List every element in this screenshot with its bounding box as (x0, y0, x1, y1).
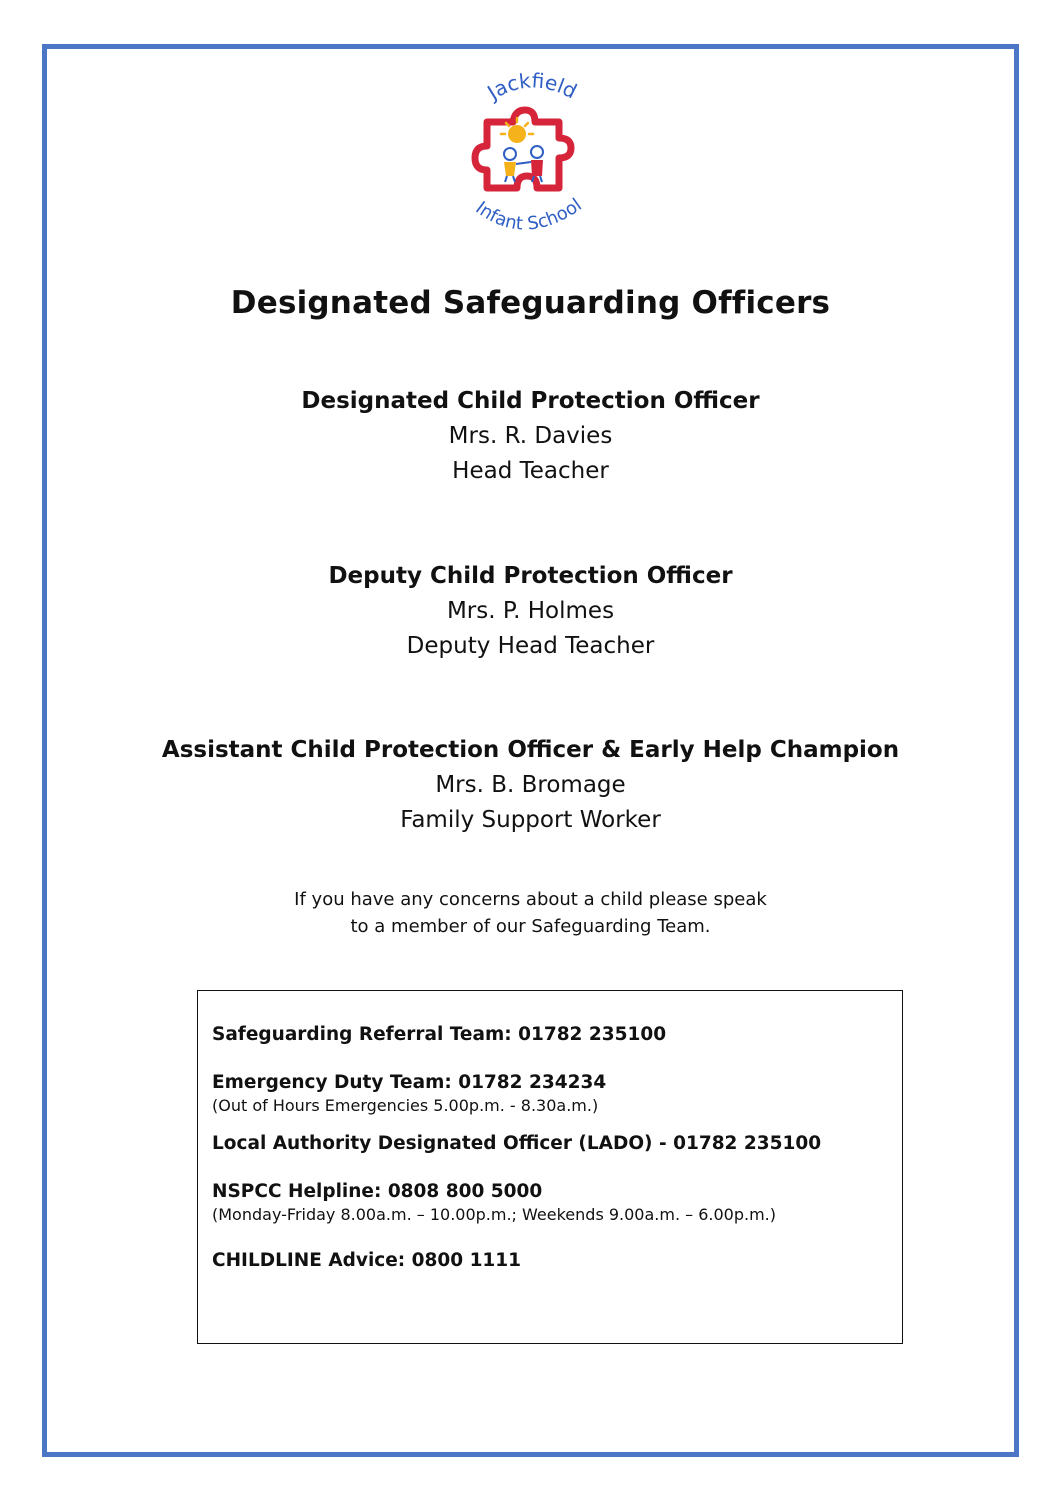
page-title: Designated Safeguarding Officers (230, 285, 831, 321)
contact-childline (212, 1248, 521, 1274)
contact-label: NSPCC Helpline: 0808 800 5000 (212, 1181, 543, 1202)
officer-name: Mrs. P. Holmes (446, 598, 615, 624)
officer-role: Deputy Child Protection Officer (328, 563, 733, 589)
concern-line: If you have any concerns about a child please speak (294, 889, 767, 910)
officer-assistant (0, 733, 1061, 838)
contact-emergency-duty-team (212, 1070, 606, 1116)
contact-lado (212, 1131, 821, 1157)
officer-designated (0, 384, 1061, 489)
officer-position: Family Support Worker (400, 807, 661, 833)
logo-name-bottom: Infant School (471, 194, 586, 235)
contact-note: (Monday-Friday 8.00a.m. – 10.00p.m.; Weekends 9.00a.m. – 6.00p.m.) (212, 1205, 776, 1224)
contact-referral-team (212, 1022, 666, 1048)
concern-line: to a member of our Safeguarding Team. (350, 916, 711, 937)
concern-message (0, 886, 1061, 940)
officer-deputy (0, 559, 1061, 664)
officer-name: Mrs. R. Davies (448, 423, 613, 449)
officer-role: Assistant Child Protection Officer & Early Help Champion (161, 737, 900, 763)
puzzle-piece-shape (475, 110, 571, 188)
logo-name-top: Jackfield (483, 70, 581, 105)
officer-name: Mrs. B. Bromage (435, 772, 626, 798)
contact-note: (Out of Hours Emergencies 5.00p.m. - 8.30a.m.) (212, 1096, 599, 1115)
contact-box (197, 990, 903, 1344)
contact-label: CHILDLINE Advice: 0800 1111 (212, 1250, 522, 1271)
contact-nspcc (212, 1179, 776, 1225)
officer-position: Head Teacher (452, 458, 609, 484)
contact-label: Emergency Duty Team: 01782 234234 (212, 1072, 607, 1093)
officer-role: Designated Child Protection Officer (301, 388, 760, 414)
contact-label: Safeguarding Referral Team: 01782 235100 (212, 1024, 667, 1045)
officer-position: Deputy Head Teacher (406, 633, 655, 659)
contact-label: Local Authority Designated Officer (LADO) - 01782 235100 (212, 1133, 822, 1154)
school-logo (455, 70, 605, 245)
